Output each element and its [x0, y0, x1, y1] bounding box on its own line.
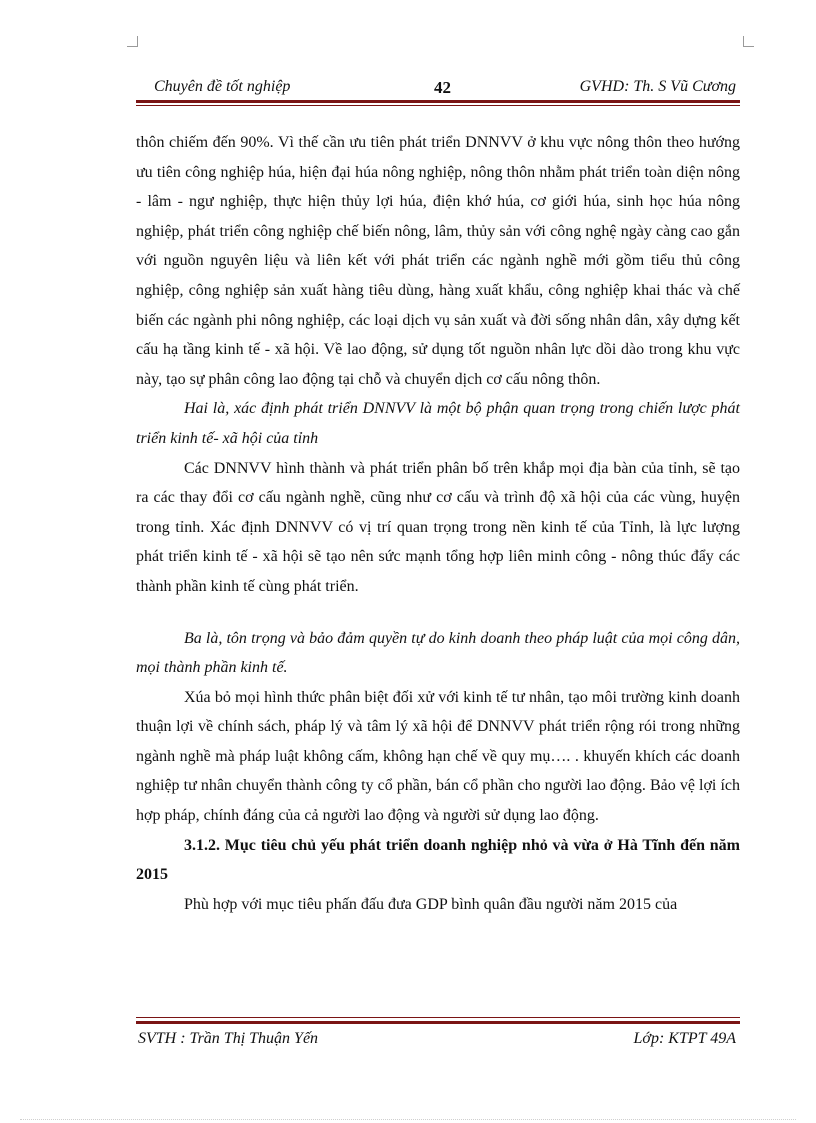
- paragraph: Xúa bỏ mọi hình thức phân biệt đối xử với kinh tế tư nhân, tạo môi trường kinh doanh thuận lợi về chính sách, pháp lý và tâm lý xã hội để DNNVV phát triển rộng rói trong những ngành nghề mà pháp luật không cấm, không hạn chế về quy mụ…. . khuyến khích các doanh nghiệp tư nhân chuyển thành công ty cổ phần, bán cổ phần cho người lao động. Bảo vệ lợi ích hợp pháp, chính đáng của cả người lao động và người sử dụng lao động.: [136, 688, 740, 825]
- section-heading-italic: Ba là, tôn trọng và bảo đảm quyền tự do kinh doanh theo pháp luật của mọi công dân, mọi thành phần kinh tế.: [136, 629, 740, 677]
- crop-mark-top-right: [743, 36, 754, 47]
- section-heading-bold: 3.1.2. Mục tiêu chủ yếu phát triển doanh nghiệp nhỏ và vừa ở Hà Tĩnh đến năm 2015: [136, 836, 740, 884]
- paragraph-spacer: [136, 602, 740, 624]
- crop-mark-top-left: [127, 36, 138, 47]
- section-heading-italic: Hai là, xác định phát triển DNNVV là một bộ phận quan trọng trong chiến lược phát triển kinh tế- xã hội của tỉnh: [136, 400, 740, 447]
- header-rule-thin: [136, 105, 740, 106]
- footer-rule-thin: [136, 1017, 740, 1018]
- footer-class: Lớp: KTPT 49A: [633, 1030, 736, 1047]
- footer-author: SVTH : Trần Thị Thuận Yến: [138, 1030, 319, 1047]
- header-title: Chuyên đề tốt nghiệp: [154, 78, 291, 95]
- document-body: [136, 128, 740, 919]
- paragraph: thôn chiếm đến 90%. Vì thế cần ưu tiên phát triển DNNVV ở khu vực nông thôn theo hướng ưu tiên công nghiệp húa, hiện đại húa nông nghiệp, nông thôn nhằm phát triển toàn diện nông - lâm - ngư nghiệp, thực hiện thủy lợi húa, điện khớ húa, cơ giới húa, sinh học húa nông nghiệp, phát triển công nghiệp chế biến nông, lâm, thủy sản với công nghệ ngày càng cao gắn với nguồn nguyên liệu và liên kết với phát triển các ngành nghề mới gồm tiểu thủ công nghiệp, công nghiệp sản xuất hàng tiêu dùng, hàng xuất khẩu, công nghiệp khai thác và chế biến các ngành phi nông nghiệp, các loại dịch vụ sản xuất và đời sống nhân dân, xây dựng kết cấu hạ tầng kinh tế - xã hội. Về lao động, sử dụng tốt nguồn nhân lực dồi dào trong khu vực này, tạo sự phân công lao động tại chỗ và chuyển dịch cơ cấu nông thôn.: [136, 134, 740, 388]
- paragraph: Các DNNVV hình thành và phát triển phân bố trên khắp mọi địa bàn của tỉnh, sẽ tạo ra các thay đổi cơ cấu ngành nghề, cũng như cơ cấu và trình độ xã hội của các vùng, huyện trong tỉnh. Xác định DNNVV có vị trí quan trọng trong nền kinh tế của Tỉnh, là lực lượng phát triển kinh tế - xã hội sẽ tạo nên sức mạnh tổng hợp liên minh công - nông thúc đẩy các thành phần kinh tế cùng phát triển.: [136, 459, 740, 595]
- header-rule-thick: [136, 100, 740, 103]
- page-number: 42: [434, 78, 451, 97]
- page-bottom-border: [20, 1119, 796, 1120]
- header-advisor: GVHD: Th. S Vũ Cương: [579, 78, 736, 95]
- footer-rule-thick: [136, 1021, 740, 1024]
- paragraph: Phù hợp với mục tiêu phấn đấu đưa GDP bình quân đầu người năm 2015 của: [184, 895, 678, 913]
